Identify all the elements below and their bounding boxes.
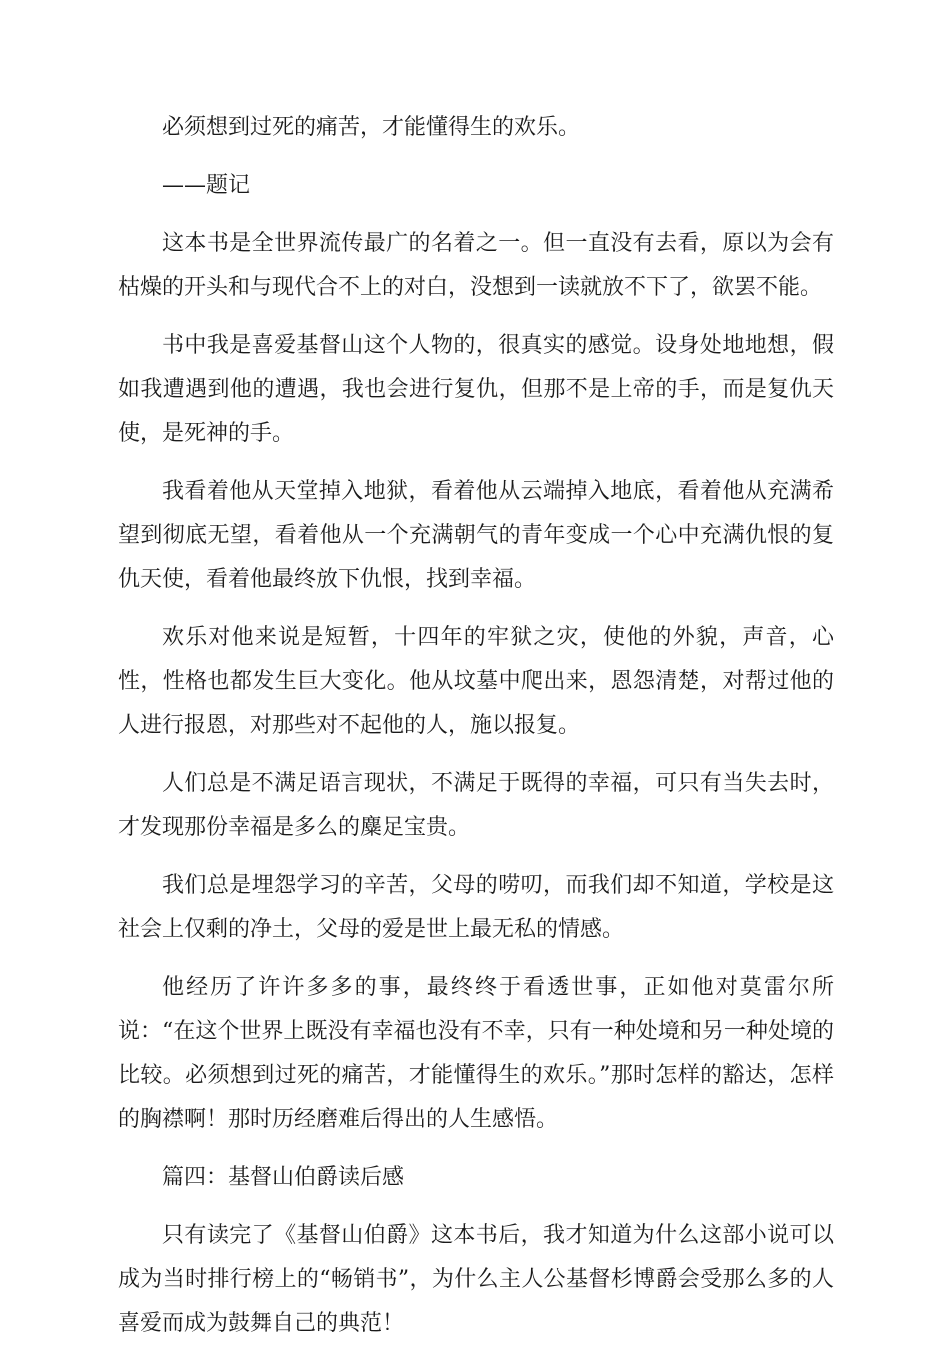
body-paragraph: 这本书是全世界流传最广的名着之一。但一直没有去看，原以为会有枯燥的开头和与现代合不上的对白，没想到一读就放不下了，欲罢不能。 <box>118 231 834 300</box>
document-body <box>118 106 834 1360</box>
body-paragraph: 人们总是不满足语言现状，不满足于既得的幸福，可只有当失去时，才发现那份幸福是多么的麋足宝贵。 <box>118 771 834 840</box>
body-paragraph: 欢乐对他来说是短暂，十四年的牢狱之灾，使他的外貌，声音，心性，性格也都发生巨大变化。他从坟墓中爬出来，恩怨清楚，对帮过他的人进行报恩，对那些对不起他的人，施以报复。 <box>118 625 834 738</box>
body-paragraph: 只有读完了《基督山伯爵》这本书后，我才知道为什么这部小说可以成为当时排行榜上的“畅销书”，为什么主人公基督杉博爵会受那么多的人喜爱而成为鼓舞自己的典范！ <box>118 1223 834 1336</box>
body-paragraph: 他经历了许许多多的事，最终终于看透世事，正如他对莫雷尔所说：“在这个世界上既没有幸福也没有不幸，只有一种处境和另一种处境的比较。必须想到过死的痛苦，才能懂得生的欢乐。”那时怎样的豁达，怎样的胸襟啊！那时历经磨难后得出的人生感悟。 <box>118 975 834 1132</box>
section-heading: 篇四：基督山伯爵读后感 <box>162 1165 405 1190</box>
epigraph: 必须想到过死的痛苦，才能懂得生的欢乐。 <box>162 115 581 140</box>
body-paragraph: 书中我是喜爱基督山这个人物的，很真实的感觉。设身处地地想，假如我遭遇到他的遭遇，我也会进行复仇，但那不是上帝的手，而是复仇天使，是死神的手。 <box>118 333 834 446</box>
epigraph-attribution: ——题记 <box>162 173 251 198</box>
body-paragraph: 我看着他从天堂掉入地狱，看着他从云端掉入地底，看着他从充满希望到彻底无望，看着他从一个充满朝气的青年变成一个心中充满仇恨的复仇天使，看着他最终放下仇恨，找到幸福。 <box>118 479 834 592</box>
body-paragraph: 我们总是埋怨学习的辛苦，父母的唠叨，而我们却不知道，学校是这社会上仅剩的净土，父母的爱是世上最无私的情感。 <box>118 873 834 942</box>
